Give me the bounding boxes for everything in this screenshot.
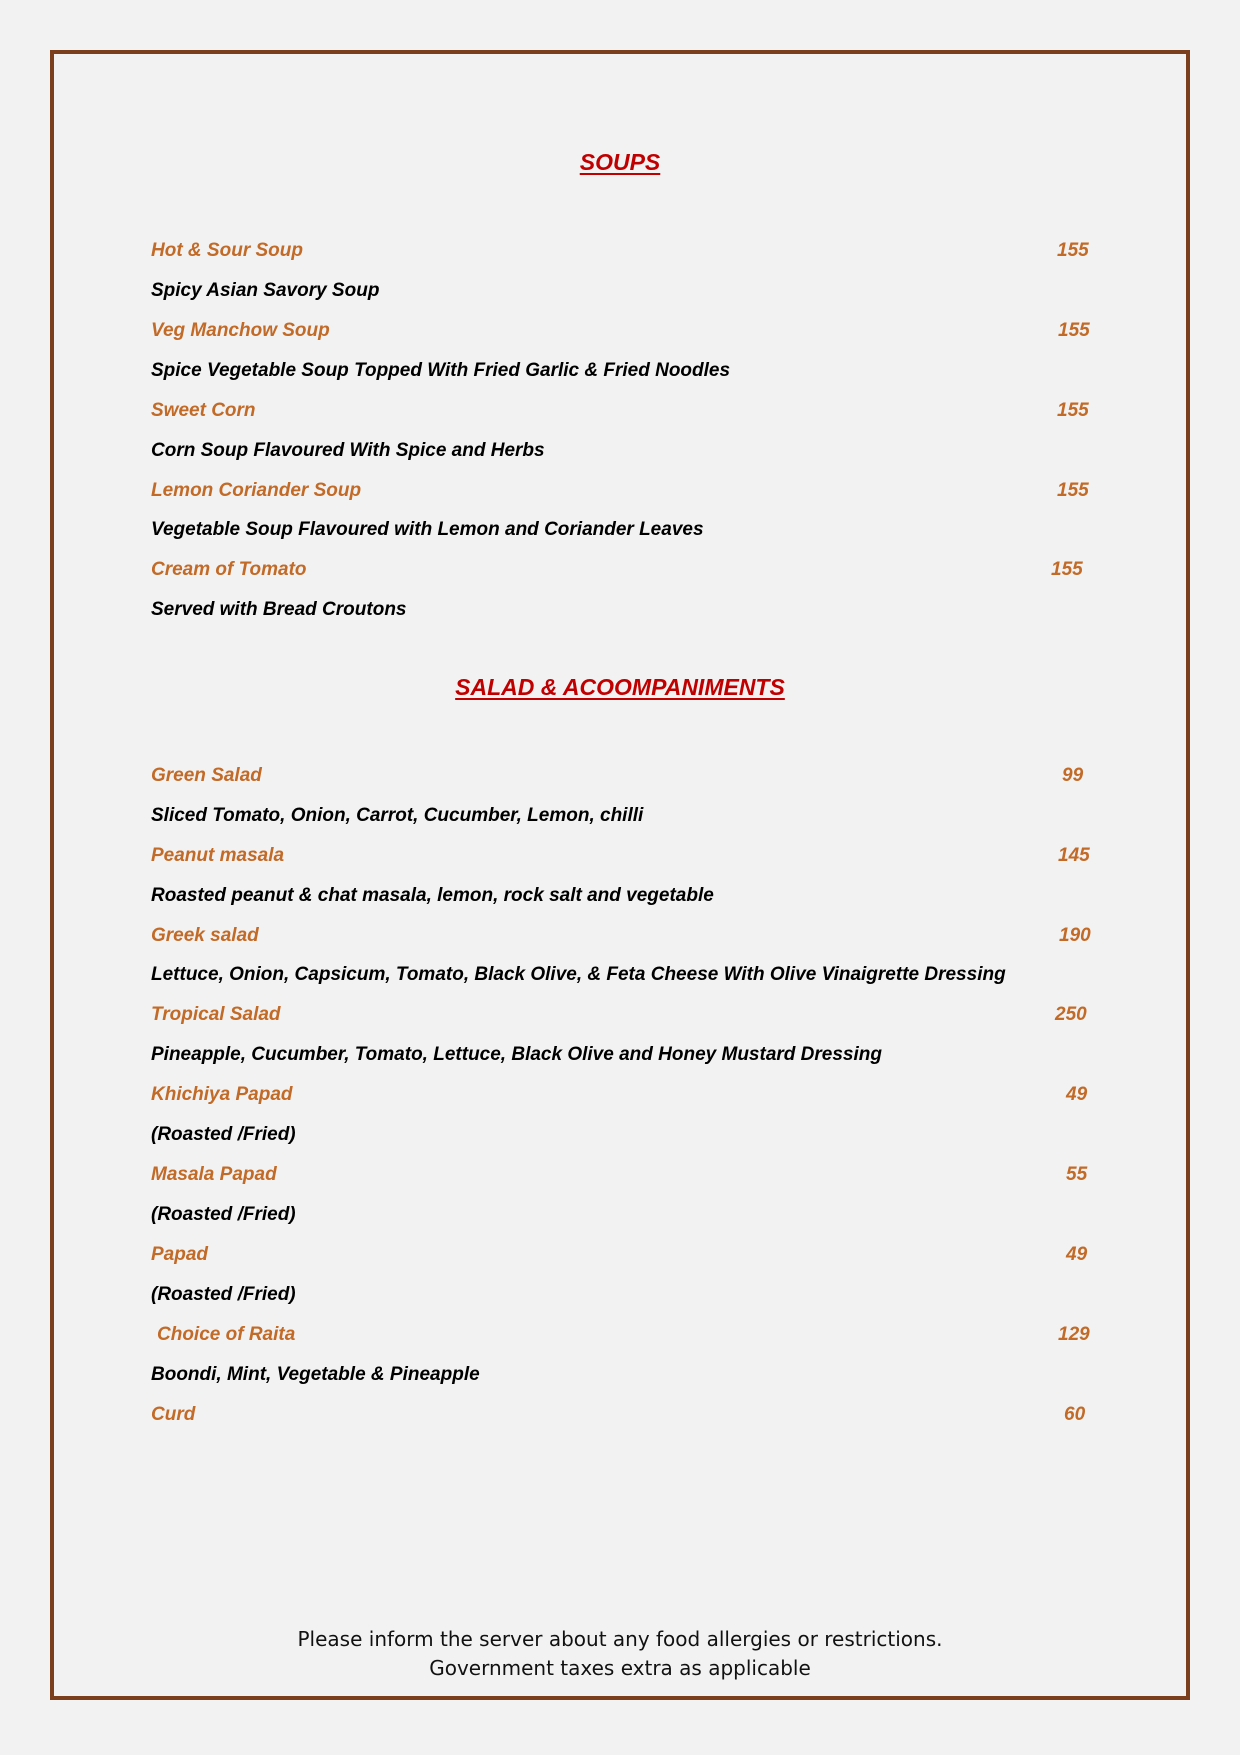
- footer-allergy-note: Please inform the server about any food allergies or restrictions.: [297, 1627, 943, 1651]
- item-price: 155: [1058, 320, 1090, 341]
- item-price: 55: [1066, 1164, 1088, 1185]
- item-price: 99: [1062, 765, 1084, 786]
- item-price: 145: [1058, 845, 1090, 866]
- item-description: Served with Bread Croutons: [151, 599, 407, 620]
- item-name: Papad: [151, 1244, 209, 1265]
- item-description: Roasted peanut & chat masala, lemon, rock salt and vegetable: [151, 885, 714, 906]
- item-name: Cream of Tomato: [151, 559, 307, 580]
- item-name: Veg Manchow Soup: [151, 320, 330, 341]
- item-name: Choice of Raita: [157, 1324, 296, 1345]
- item-price: 155: [1057, 240, 1089, 261]
- item-price: 49: [1066, 1084, 1088, 1105]
- item-price: 49: [1066, 1244, 1088, 1265]
- item-name: Masala Papad: [151, 1164, 277, 1185]
- item-price: 129: [1058, 1324, 1090, 1345]
- item-name: Greek salad: [151, 925, 259, 946]
- item-price: 155: [1057, 480, 1089, 501]
- item-description: Corn Soup Flavoured With Spice and Herbs: [151, 440, 545, 461]
- item-name: Green Salad: [151, 765, 262, 786]
- section-title-soups: SOUPS: [579, 149, 661, 175]
- item-name: Tropical Salad: [151, 1004, 281, 1025]
- item-price: 155: [1057, 400, 1089, 421]
- item-description: (Roasted /Fried): [151, 1284, 296, 1305]
- item-description: Spicy Asian Savory Soup: [151, 280, 380, 301]
- section-title-salads: SALAD & ACOOMPANIMENTS: [455, 674, 785, 700]
- item-description: Lettuce, Onion, Capsicum, Tomato, Black Olive, & Feta Cheese With Olive Vinaigrette Dressing: [151, 964, 1006, 985]
- item-name: Hot & Sour Soup: [151, 240, 303, 261]
- item-price: 155: [1051, 559, 1083, 580]
- footer-tax-note: Government taxes extra as applicable: [429, 1656, 811, 1680]
- item-description: Spice Vegetable Soup Topped With Fried Garlic & Fried Noodles: [151, 360, 731, 381]
- item-description: Vegetable Soup Flavoured with Lemon and Coriander Leaves: [151, 519, 704, 540]
- item-price: 250: [1055, 1004, 1087, 1025]
- item-name: Peanut masala: [151, 845, 285, 866]
- item-name: Lemon Coriander Soup: [151, 480, 362, 501]
- item-description: Pineapple, Cucumber, Tomato, Lettuce, Black Olive and Honey Mustard Dressing: [151, 1044, 882, 1065]
- item-description: (Roasted /Fried): [151, 1204, 296, 1225]
- item-name: Sweet Corn: [151, 400, 256, 421]
- item-description: (Roasted /Fried): [151, 1124, 296, 1145]
- item-name: Khichiya Papad: [151, 1084, 293, 1105]
- item-name: Curd: [151, 1404, 196, 1425]
- item-description: Sliced Tomato, Onion, Carrot, Cucumber, Lemon, chilli: [151, 805, 644, 826]
- item-price: 60: [1064, 1404, 1086, 1425]
- item-description: Boondi, Mint, Vegetable & Pineapple: [151, 1364, 480, 1385]
- item-price: 190: [1059, 925, 1091, 946]
